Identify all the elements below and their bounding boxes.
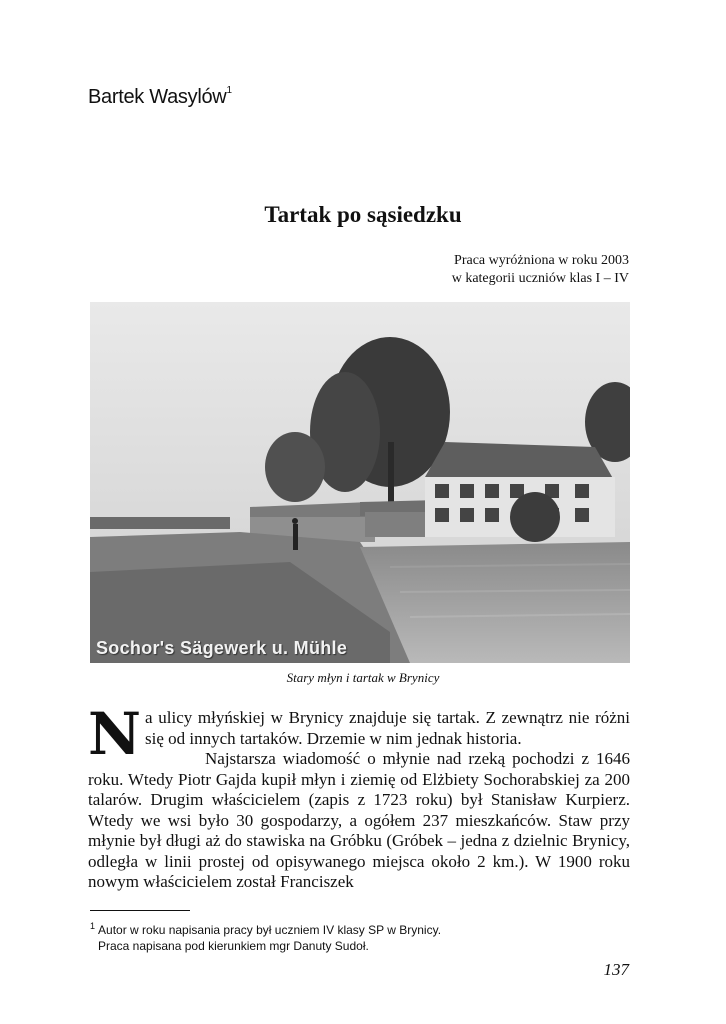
footnote xyxy=(90,918,540,954)
photo-drawing xyxy=(90,302,630,663)
footnote-mark: 1 xyxy=(90,921,96,931)
footnote-line1: Autor w roku napisania pracy był uczniem IV klasy SP w Brynicy. xyxy=(98,923,442,937)
footnote-line2: Praca napisana pod kierunkiem mgr Danuty Sudoł. xyxy=(98,939,369,953)
author-text: Bartek Wasylów xyxy=(88,86,227,108)
photo-overlay-text: Sochor's Sägewerk u. Mühle xyxy=(96,638,348,658)
award-note-line2: w kategorii uczniów klas I – IV xyxy=(451,271,629,286)
photo-caption: Stary młyn i tartak w Brynicy xyxy=(286,670,440,685)
author-name xyxy=(88,86,232,109)
page-number: 137 xyxy=(603,960,629,979)
paragraph-1 xyxy=(88,700,630,768)
footnote-divider xyxy=(90,910,190,911)
article-title: Tartak po sąsiedzku xyxy=(264,202,462,227)
paragraph-2: Najstarsza wiadomość o młynie nad rzeką pochodzi z 1646 roku. Wtedy Piotr Gajda kupił młyn i ziemię od Elżbiety Sochorabskiej za 200 talarów. Drugim właścicielem (zapis z 1723 roku) był Stanisław Kurpierz. Wtedy we wsi było 30 gospodarzy, a ogółem 237 mieszkańców. Staw przy młynie był długi aż do stawiska na Gróbku (Gróbek – jedna z dzielnic Brynicy, odległa w linii prostej od opisywanego miejsca około 2 km.). W 1900 roku nowym właścicielem został Franciszek xyxy=(88,749,630,891)
author-footnote-ref: 1 xyxy=(226,85,232,97)
award-note-line1: Praca wyróżniona w roku 2003 xyxy=(454,253,629,268)
award-note xyxy=(452,252,629,288)
historic-photo xyxy=(90,302,630,663)
article-body xyxy=(88,700,630,893)
paragraph-1-text: a ulicy młyńskiej w Brynicy znajduje się tartak. Z zewnątrz nie różni się od innych tartaków. Drzemie w nim jednak historia. xyxy=(145,708,630,748)
drop-cap: N xyxy=(88,700,142,768)
